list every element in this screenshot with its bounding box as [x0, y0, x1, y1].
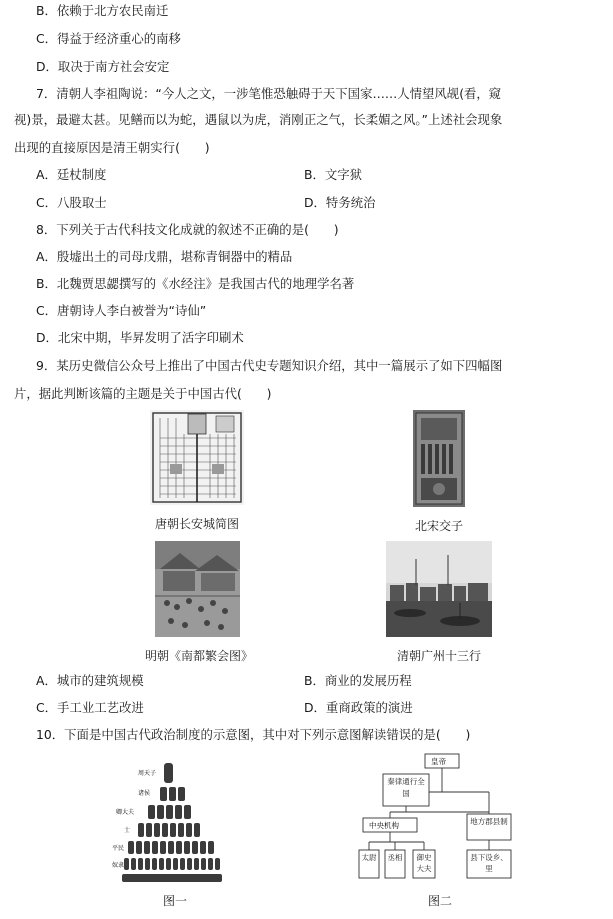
- q9-option-d: D．重商政策的演进: [304, 700, 413, 715]
- figure1-feudal-pyramid: [112, 757, 232, 889]
- q9-stem-line2: 片，据此判断该篇的主题是关于中国古代( ): [14, 386, 272, 401]
- nandu-fanhui-painting-image: [155, 541, 240, 637]
- q8-stem: 8．下列关于古代科技文化成就的叙述不正确的是( ): [36, 222, 339, 237]
- fig2-county: 县下设乡、里: [470, 853, 508, 873]
- q6-option-c: C．得益于经济重心的南移: [36, 31, 181, 46]
- jiaozi-banknote-image: [413, 410, 465, 507]
- q8-option-c: C．唐朝诗人李白被誉为“诗仙”: [36, 303, 207, 318]
- caption-changan-map: 唐朝长安城简图: [154, 517, 239, 531]
- fig2-taiwei: 太尉: [361, 853, 377, 862]
- fig1-level-6: 奴隶: [112, 862, 125, 869]
- q7-stem-line2: 视)景，最避太甚。见鳝而以为蛇，遇鼠以为虎，消刚正之气，长柔媚之风。”上述社会现象: [14, 112, 503, 127]
- fig2-emperor: 皇帝: [431, 757, 446, 766]
- canton-thirteen-factories-image: [386, 541, 492, 637]
- caption-thirteen-factories: 清朝广州十三行: [396, 649, 481, 663]
- fig2-yushi: 御史大夫: [416, 853, 432, 873]
- caption-jiaozi: 北宋交子: [414, 519, 463, 533]
- figure2-qin-system-chart: [355, 752, 525, 888]
- figure1-caption: 图一: [162, 894, 187, 908]
- fig2-law: 秦律通行全国: [387, 777, 425, 798]
- fig1-level-4: 士: [124, 827, 131, 834]
- q7-option-b: B．文字狱: [304, 167, 363, 182]
- figure2-caption: 图二: [427, 894, 452, 908]
- q9-option-b: B．商业的发展历程: [304, 673, 412, 688]
- q10-stem: 10．下面是中国古代政治制度的示意图，其中对下列示意图解读错误的是( ): [36, 727, 471, 742]
- q7-option-c: C．八股取士: [36, 195, 107, 210]
- q6-option-b: B．依赖于北方农民南迁: [36, 3, 169, 18]
- q9-option-a: A．城市的建筑规模: [36, 673, 144, 688]
- q8-option-a: A．殷墟出土的司母戊鼎，堪称青铜器中的精品: [36, 249, 293, 264]
- q7-stem-line3: 出现的直接原因是清王朝实行( ): [14, 140, 210, 155]
- q7-stem-line1: 7．清朝人李祖陶说：“今人之文，一涉笔惟恐触碍于天下国家……人情望风觇(看，窥: [36, 86, 502, 101]
- q6-option-d: D．取决于南方社会安定: [36, 59, 170, 74]
- fig2-central: 中央机构: [369, 821, 399, 830]
- q9-option-c: C．手工业工艺改进: [36, 700, 144, 715]
- q7-option-d: D．特务统治: [304, 195, 376, 210]
- q7-option-a: A．廷杖制度: [36, 167, 107, 182]
- q9-stem-line1: 9．某历史微信公众号上推出了中国古代史专题知识介绍，其中一篇展示了如下四幅图: [36, 358, 503, 373]
- fig1-level-3: 卿大夫: [116, 809, 135, 816]
- q8-option-d: D．北宋中期，毕昇发明了活字印刷术: [36, 330, 244, 345]
- fig1-level-2: 诸侯: [138, 790, 151, 797]
- fig2-chengxiang: 丞相: [387, 853, 403, 862]
- fig1-level-5: 平民: [112, 845, 125, 852]
- changan-city-map-image: [150, 410, 244, 505]
- fig2-local: 地方郡县制: [470, 817, 508, 826]
- q8-option-b: B．北魏贾思勰撰写的《水经注》是我国古代的地理学名著: [36, 276, 355, 291]
- fig1-level-1: 周天子: [138, 770, 157, 777]
- caption-nandu-fanhui: 明朝《南都繁会图》: [144, 649, 253, 663]
